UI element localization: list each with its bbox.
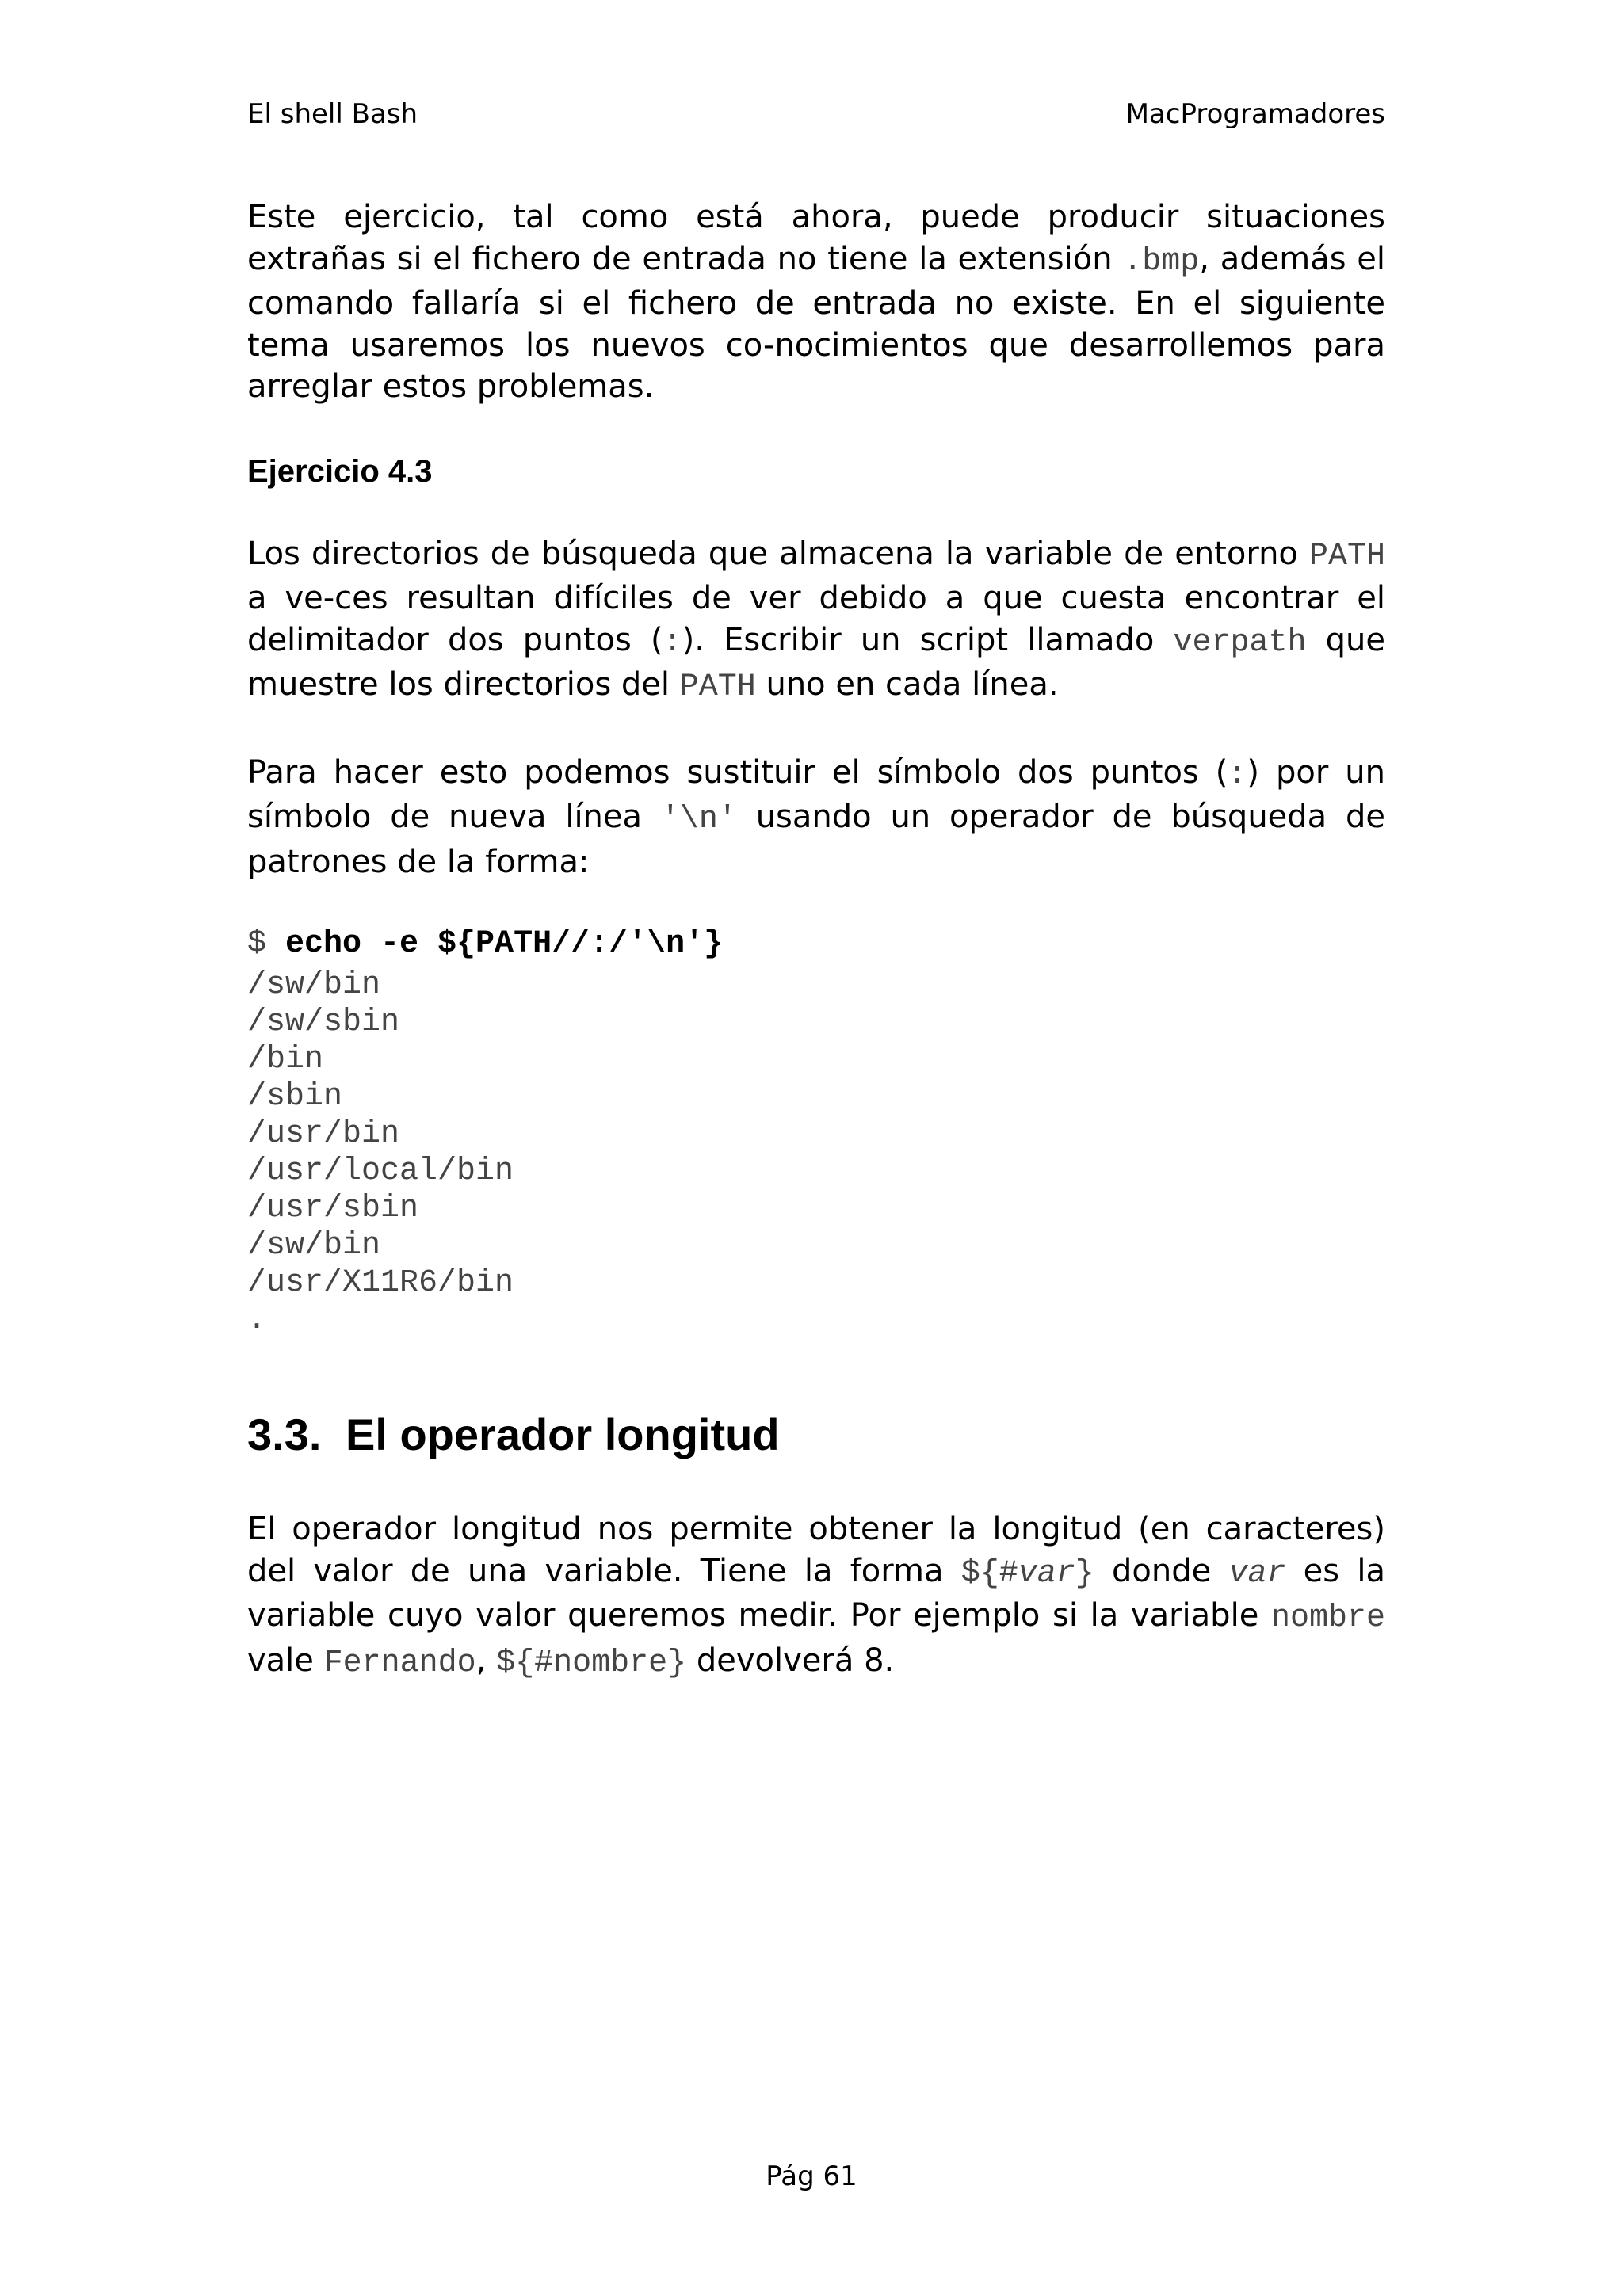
text: , [475, 1642, 497, 1679]
text: usando un operador de búsqueda de patrones de la forma: [247, 799, 1386, 880]
exercise-paragraph-2 [247, 752, 1385, 883]
section-heading [247, 1407, 1385, 1463]
inline-code-colon: : [663, 624, 682, 661]
code-block [247, 925, 1385, 1339]
text: que muestre los directorios del [247, 621, 1385, 703]
code-output-line: /usr/sbin [247, 1191, 419, 1226]
inline-code-verpath: verpath [1173, 624, 1307, 661]
page-content [247, 196, 1385, 1684]
text: Este ejercicio, tal como está ahora, puede producir situaciones extrañas si el fichero de entrada no tiene la extensión [247, 199, 1385, 277]
inline-code-path: PATH [1308, 538, 1385, 574]
inline-code-length-nombre: ${#nombre} [496, 1645, 687, 1681]
code-part: ${# [960, 1555, 1018, 1592]
page-number: Pág 61 [766, 2161, 857, 2192]
inline-code-length-op [961, 1556, 1094, 1592]
code-output-line: . [247, 1302, 267, 1338]
header-book-title: El shell Bash [247, 98, 418, 130]
code-output-line: /sw/sbin [247, 1005, 400, 1040]
text: Los directorios de búsqueda que almacena la variable de entorno [247, 535, 1309, 572]
inline-code-bmp: .bmp [1123, 243, 1200, 280]
section-title: El operador longitud [346, 1409, 780, 1459]
inline-code-var: var [1228, 1555, 1286, 1592]
text: , además el comando fallaría si el fichero de entrada no existe. En el siguiente tema usaremos los nuevos co-nocimientos que desarrollemos para arreglar estos problemas. [247, 240, 1385, 405]
exercise-heading: Ejercicio 4.3 [247, 453, 433, 489]
text: donde [1094, 1552, 1229, 1589]
text: vale [247, 1642, 324, 1679]
text: ). Escribir un script llamado [682, 621, 1174, 658]
text: ) por un símbolo de nueva línea [247, 753, 1386, 835]
paragraph-intro [247, 196, 1385, 408]
code-output-line: /usr/X11R6/bin [247, 1265, 514, 1301]
text: a ve-ces resultan difíciles de ver debido a que cuesta encontrar el delimitador dos puntos ( [247, 580, 1385, 658]
inline-code-path: PATH [679, 669, 756, 705]
inline-code-nombre: nombre [1270, 1600, 1385, 1636]
section-paragraph [247, 1508, 1385, 1684]
text: es la variable cuyo valor queremos medir. Por ejemplo si la variable [247, 1552, 1385, 1634]
code-command-line [247, 925, 1385, 967]
code-output-line: /sw/bin [247, 967, 381, 1003]
code-output-line: /sw/bin [247, 1228, 381, 1264]
exercise-paragraph-1 [247, 533, 1385, 709]
inline-code-newline: '\n' [660, 802, 737, 837]
inline-code-colon: : [1228, 757, 1247, 793]
code-output-line: /usr/bin [247, 1116, 400, 1152]
code-part-var: var [1018, 1555, 1075, 1592]
code-output-line: /usr/local/bin [247, 1154, 514, 1189]
text: Para hacer esto podemos sustituir el símbolo dos puntos ( [247, 753, 1228, 791]
text: devolverá 8. [686, 1642, 895, 1679]
text: El operador longitud nos permite obtener la longitud (en caracteres) del valor de una variable. Tiene la forma [247, 1511, 1385, 1589]
shell-command: echo -e ${PATH//:/'\n'} [285, 926, 724, 962]
text: uno en cada línea. [755, 666, 1059, 703]
code-output-line: /bin [247, 1042, 324, 1077]
section-number: 3.3. [247, 1409, 322, 1459]
inline-code-fernando: Fernando [323, 1645, 476, 1681]
header-publisher: MacProgramadores [1125, 98, 1385, 130]
page-header [247, 98, 1385, 138]
code-part: } [1075, 1555, 1094, 1592]
shell-prompt: $ [247, 926, 286, 962]
code-output-line: /sbin [247, 1079, 343, 1115]
